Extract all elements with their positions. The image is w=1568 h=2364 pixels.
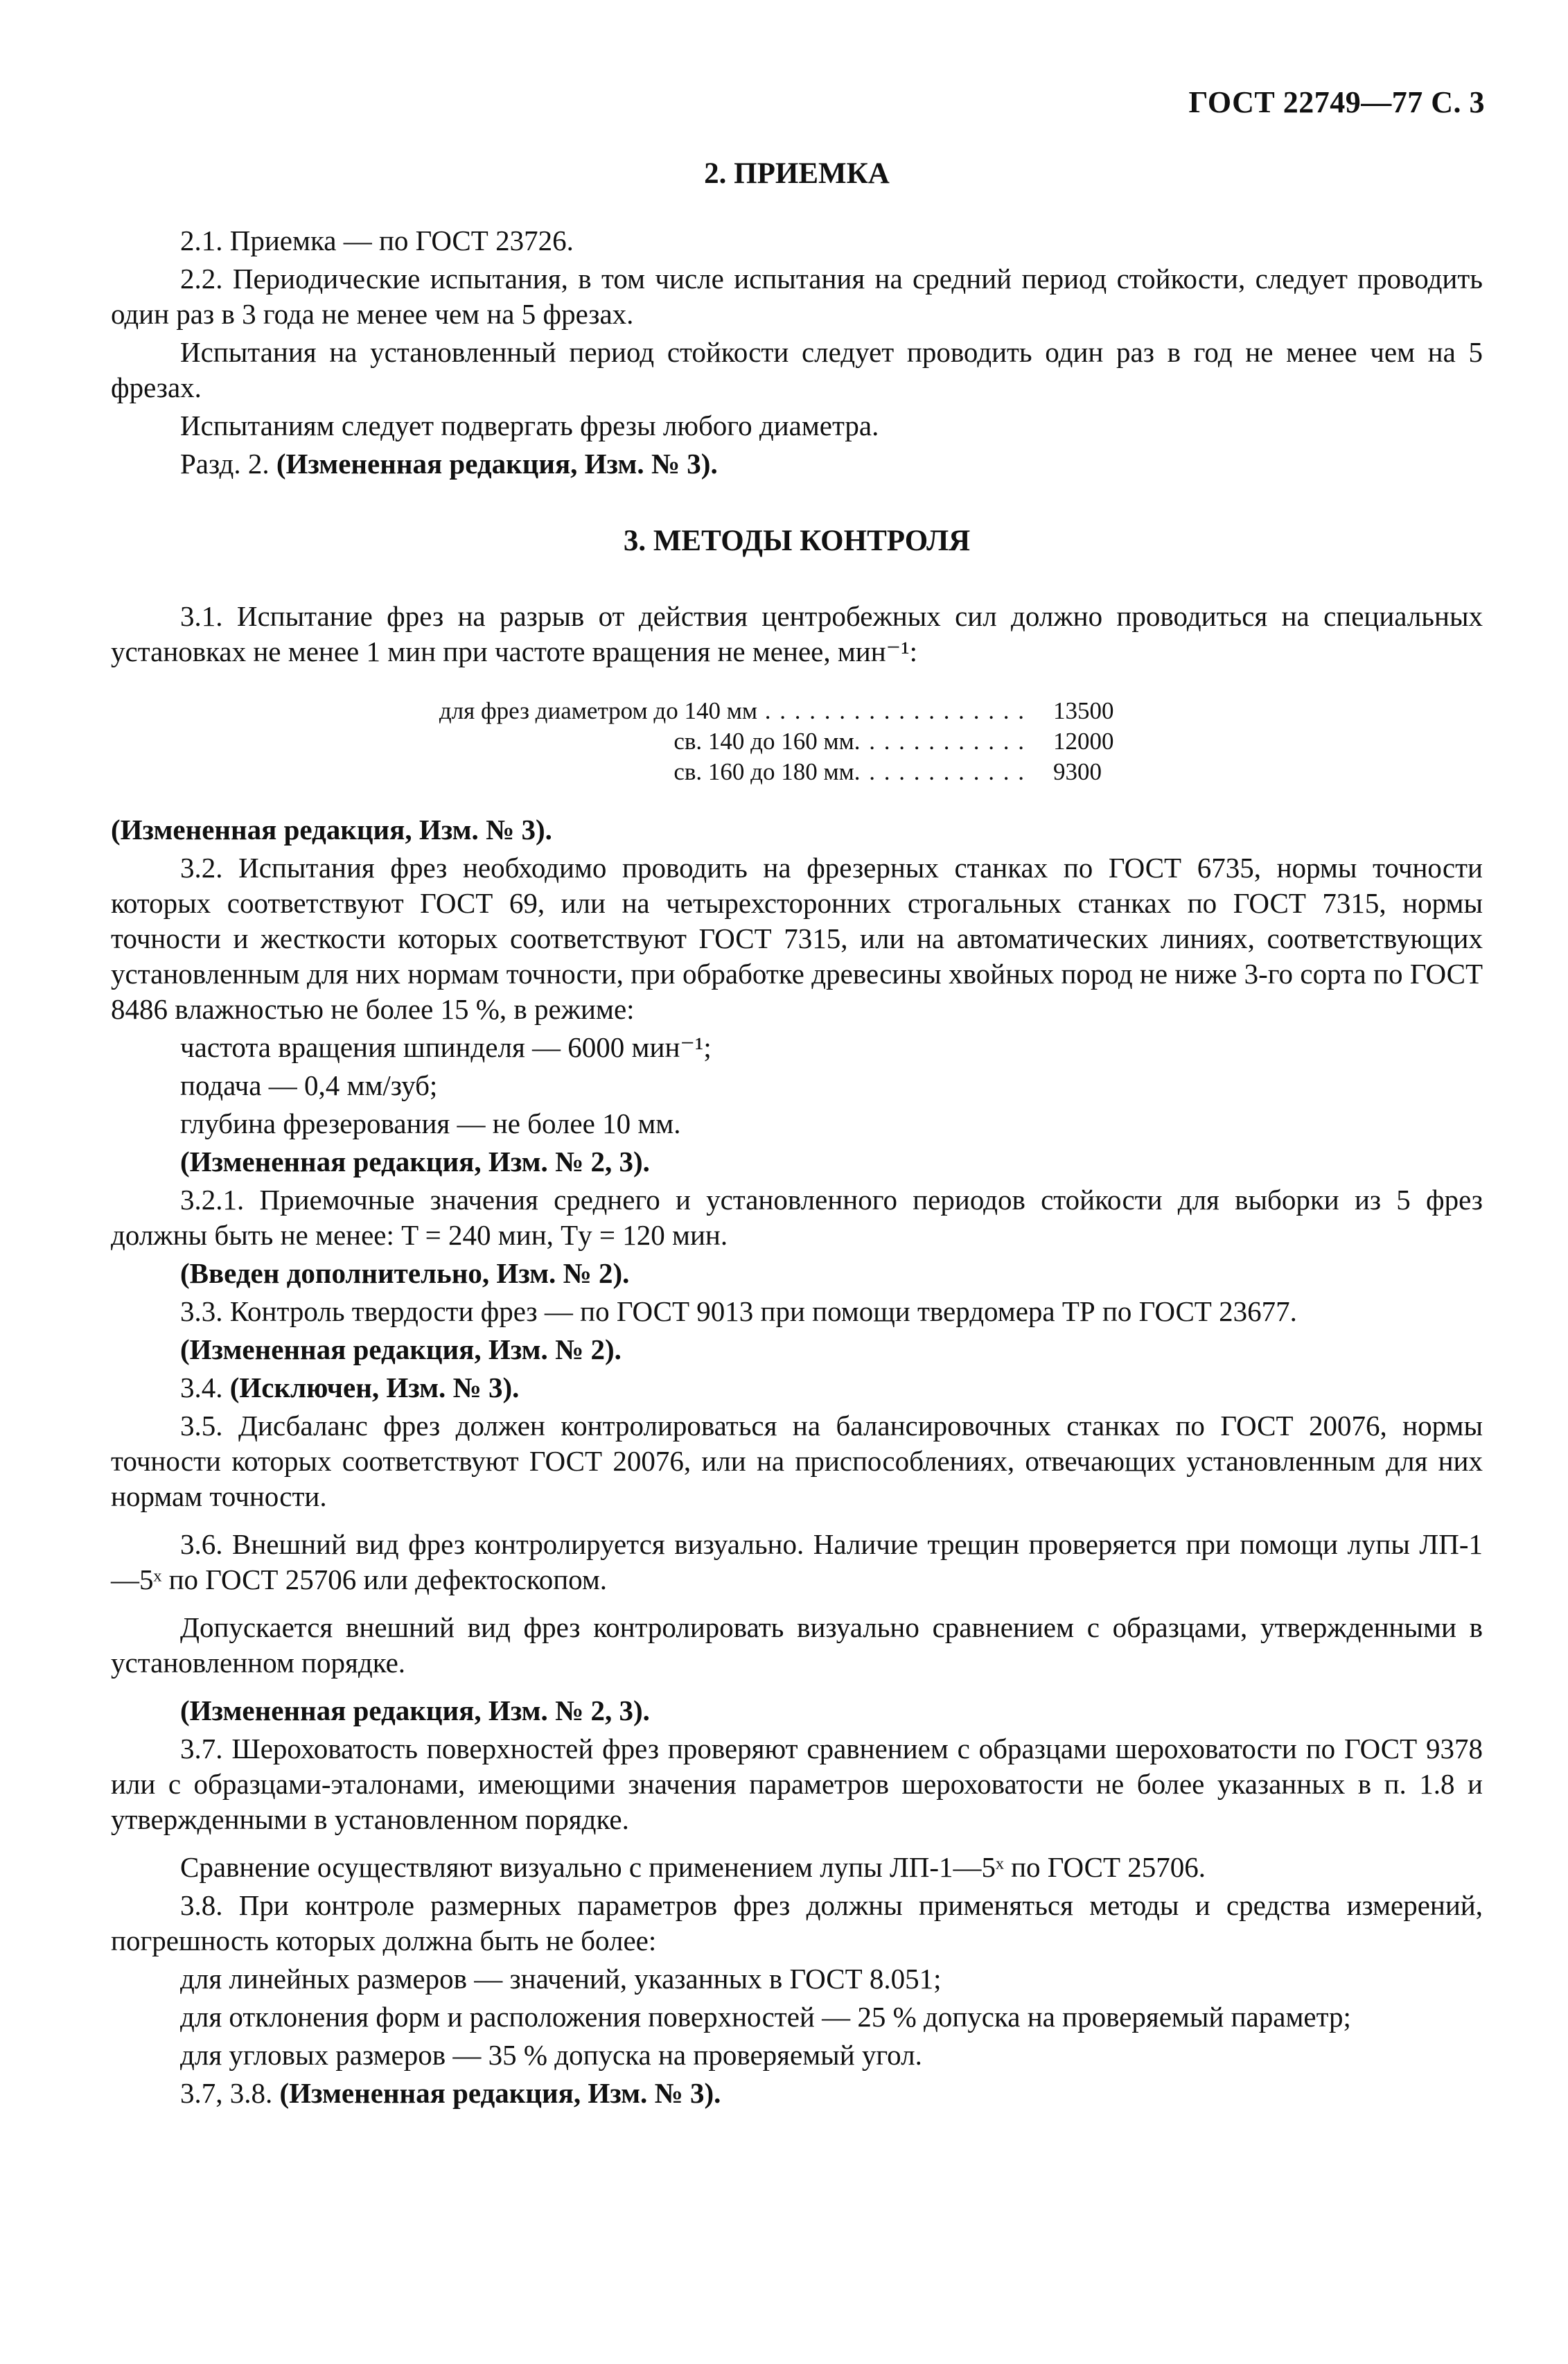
measure-form-deviation: для отклонения форм и расположения поверхностей — 25 % допуска на проверяемый параметр;	[180, 2001, 1351, 2033]
speed-table	[111, 696, 1483, 787]
paragraph-3-2-1: 3.2.1. Приемочные значения среднего и установленного периодов стойкости для выборки из 5 фрез должны быть не менее: T = 240 мин, Tу = 120 мин.	[111, 1184, 1483, 1251]
final-amendment-prefix: 3.7, 3.8.	[180, 2077, 273, 2109]
section-3-title: 3. МЕТОДЫ КОНТРОЛЯ	[623, 525, 971, 557]
page-header: ГОСТ 22749—77 С. 3	[1188, 85, 1485, 119]
paragraph-3-2: 3.2. Испытания фрез необходимо проводить на фрезерных станках по ГОСТ 6735, нормы точности которых соответствуют ГОСТ 69, или на четырехсторонних строгальных станках по ГОСТ 7315, нормы точности и жесткости которых соответствуют ГОСТ 7315, или на автоматических линиях, соответствующих установленным для них нормам точности, при обработке древесины хвойных пород не ниже 3-го сорта по ГОСТ 8486 влажностью не более 15 %, в режиме:	[111, 852, 1483, 1025]
paragraph-3-7-comparison: Сравнение осуществляют визуально с применением лупы ЛП-1—5ˣ по ГОСТ 25706.	[180, 1851, 1206, 1883]
final-amendment	[111, 2076, 1483, 2111]
paragraph-3-7: 3.7. Шероховатость поверхностей фрез проверяют сравнением с образцами шероховатости по ГОСТ 9378 или с образцами-эталонами, имеющими значения параметров шероховатости не более указанных в п. 1.8 и утвержденными в установленном порядке.	[111, 1733, 1483, 1835]
speed-row	[111, 757, 1483, 787]
amendment-prefix: Разд. 2.	[180, 448, 270, 480]
section-2-amendment	[111, 446, 1483, 482]
paragraph-3-1: 3.1. Испытание фрез на разрыв от действия центробежных сил должно проводиться на специальных установках не менее 1 мин при частоте вращения не менее, мин⁻¹:	[111, 600, 1483, 667]
mode-spindle-speed: частота вращения шпинделя — 6000 мин⁻¹;	[180, 1031, 712, 1063]
paragraph-2-1: 2.1. Приемка — по ГОСТ 23726.	[180, 225, 574, 256]
paragraph-3-6-appearance: Допускается внешний вид фрез контролировать визуально сравнением с образцами, утвержденными в установленном порядке.	[111, 1611, 1483, 1679]
amendment-note-3-2: (Измененная редакция, Изм. № 2, 3).	[180, 1146, 650, 1177]
section-2-title: 2. ПРИЕМКА	[704, 157, 890, 190]
speed-value: 9300	[1053, 758, 1102, 785]
speed-row	[111, 696, 1483, 726]
mode-milling-depth: глубина фрезерования — не более 10 мм.	[180, 1107, 681, 1139]
paragraph-2-2-any-diameter: Испытаниям следует подвергать фрезы любого диаметра.	[180, 410, 879, 441]
measure-angular: для угловых размеров — 35 % допуска на проверяемый угол.	[180, 2039, 922, 2071]
paragraph-3-4-note: (Исключен, Изм. № 3).	[229, 1372, 520, 1403]
leader-dots: . . . . . . . . . . . .	[854, 728, 1025, 755]
paragraph-3-4-prefix: 3.4.	[180, 1372, 223, 1403]
paragraph-3-4	[111, 1370, 1483, 1406]
paragraph-3-6: 3.6. Внешний вид фрез контролируется визуально. Наличие трещин проверяется при помощи лупы ЛП-1—5ˣ по ГОСТ 25706 или дефектоскопом.	[111, 1528, 1483, 1595]
speed-value: 13500	[1053, 697, 1114, 724]
paragraph-3-5: 3.5. Дисбаланс фрез должен контролироваться на балансировочных станках по ГОСТ 20076, нормы точности которых соответствуют ГОСТ 20076, или на приспособлениях, отвечающих установленным для них нормам точности.	[111, 1410, 1483, 1512]
amendment-note-3-2-1: (Введен дополнительно, Изм. № 2).	[180, 1257, 630, 1289]
leader-dots: . . . . . . . . . . . .	[854, 758, 1025, 785]
paragraph-3-8: 3.8. При контроле размерных параметров фрез должны применяться методы и средства измерений, погрешность которых должна быть не более:	[111, 1889, 1483, 1956]
mode-feed: подача — 0,4 мм/зуб;	[180, 1069, 438, 1101]
speed-label: св. 160 до 180 мм	[673, 758, 854, 785]
speed-row	[111, 726, 1483, 757]
leader-dots: . . . . . . . . . . . . . . . . . .	[757, 697, 1025, 724]
speed-label: св. 140 до 160 мм	[673, 728, 854, 755]
speed-label: для фрез диаметром до 140 мм	[439, 697, 757, 724]
measure-linear: для линейных размеров — значений, указанных в ГОСТ 8.051;	[180, 1963, 942, 1995]
final-amendment-note: (Измененная редакция, Изм. № 3).	[279, 2077, 721, 2109]
speed-value: 12000	[1053, 728, 1114, 755]
document-body	[111, 156, 1483, 2114]
paragraph-3-3: 3.3. Контроль твердости фрез — по ГОСТ 9013 при помощи твердомера ТР по ГОСТ 23677.	[180, 1295, 1297, 1327]
amendment-note-3-1: (Измененная редакция, Изм. № 3).	[111, 814, 552, 846]
amendment-note: (Измененная редакция, Изм. № 3).	[276, 448, 718, 480]
paragraph-2-2-test-period: Испытания на установленный период стойкости следует проводить один раз в год не менее чем на 5 фрезах.	[111, 336, 1483, 403]
amendment-note-3-6: (Измененная редакция, Изм. № 2, 3).	[180, 1695, 650, 1726]
paragraph-2-2: 2.2. Периодические испытания, в том числе испытания на средний период стойкости, следует проводить один раз в 3 года не менее чем на 5 фрезах.	[111, 263, 1483, 330]
amendment-note-3-3: (Измененная редакция, Изм. № 2).	[180, 1333, 622, 1365]
